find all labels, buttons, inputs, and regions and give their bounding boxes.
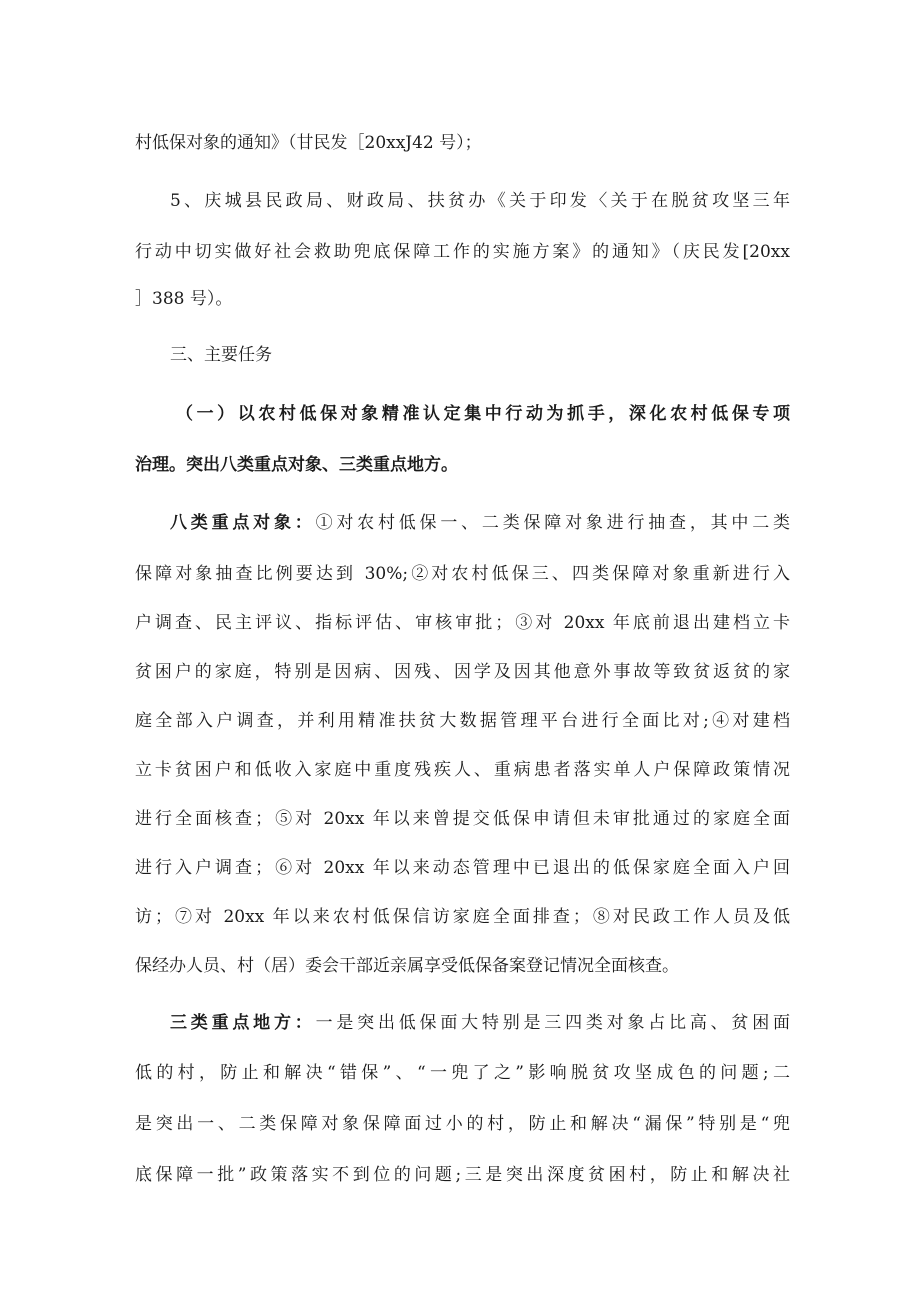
eight-targets-line: 庭全部入户调查，并利用精准扶贫大数据管理平台进行全面比对;④对建档 — [135, 711, 790, 731]
eight-targets-line: 保经办人员、村（居）委会干部近亲属享受低保备案登记情况全面核查。 — [135, 956, 679, 976]
eight-targets-first-text: ①对农村低保一、二类保障对象进行抽查，其中二类 — [315, 513, 790, 533]
section-heading: 三、主要任务 — [170, 345, 272, 365]
three-places-first-text: 一是突出低保面大特别是三四类对象占比高、贫困面 — [315, 1013, 790, 1033]
three-places-first-line — [170, 1012, 790, 1034]
item5-line: ］388 号）。 — [135, 289, 233, 309]
eight-targets-line: 进行入户调查；⑥对 20xx 年以来动态管理中已退出的低保家庭全面入户回 — [135, 858, 790, 878]
eight-targets-lead: 八类重点对象： — [170, 513, 316, 533]
three-places-line: 底保障一批”政策落实不到位的问题;三是突出深度贫困村，防止和解决社 — [135, 1165, 790, 1185]
eight-targets-line: 户调查、民主评议、指标评估、审核审批；③对 20xx 年底前退出建档立卡 — [135, 613, 790, 633]
three-places-line: 是突出一、二类保障对象保障面过小的村，防止和解决“漏保”特别是“兜 — [135, 1114, 790, 1134]
eight-targets-line: 立卡贫困户和低收入家庭中重度残疾人、重病患者落实单人户保障政策情况 — [135, 760, 790, 780]
paragraph-continuation-line: 村低保对象的通知》（甘民发［20xxJ42 号）； — [135, 133, 482, 153]
eight-targets-line: 进行全面核查；⑤对 20xx 年以来曾提交低保申请但未审批通过的家庭全面 — [135, 809, 790, 829]
item5-line: 5、庆城县民政局、财政局、扶贫办《关于印发〈关于在脱贫攻坚三年 — [170, 191, 790, 211]
eight-targets-first-line — [170, 512, 790, 534]
subsection-heading-line: 治理。突出八类重点对象、三类重点地方。 — [135, 455, 458, 475]
subsection-heading-line: （一）以农村低保对象精准认定集中行动为抓手，深化农村低保专项 — [176, 404, 790, 424]
three-places-line: 低的村，防止和解决“错保”、“一兜了之”影响脱贫攻坚成色的问题;二 — [135, 1063, 790, 1083]
eight-targets-line: 贫困户的家庭，特别是因病、因残、因学及因其他意外事故等致贫返贫的家 — [135, 662, 790, 682]
eight-targets-line: 保障对象抽查比例要达到 30%;②对农村低保三、四类保障对象重新进行入 — [135, 564, 790, 584]
item5-line: 行动中切实做好社会救助兜底保障工作的实施方案》的通知》（庆民发[20xx — [135, 242, 790, 262]
eight-targets-line: 访；⑦对 20xx 年以来农村低保信访家庭全面排查；⑧对民政工作人员及低 — [135, 907, 790, 927]
three-places-lead: 三类重点地方： — [170, 1013, 316, 1033]
